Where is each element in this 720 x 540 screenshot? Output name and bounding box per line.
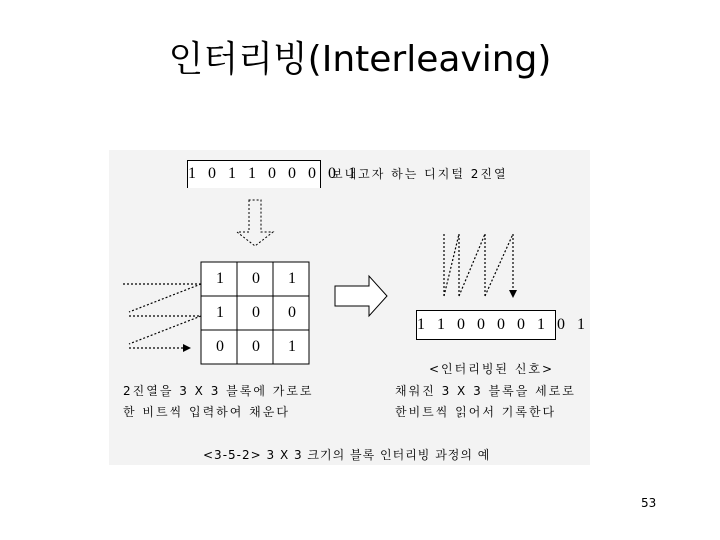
grid-cell: 0 <box>252 338 260 355</box>
page-number: 53 <box>641 496 657 510</box>
zigzag-row-arrows <box>123 284 201 348</box>
column-read-arrowhead <box>509 290 517 298</box>
grid-cell: 1 <box>288 270 296 287</box>
grid-cell: 1 <box>216 304 224 321</box>
right-note-line-1: 채워진 3 X 3 블록을 세로로 <box>395 384 576 398</box>
left-note-line-2: 한 비트씩 입력하여 채운다 <box>123 405 290 419</box>
slide-title: 인터리빙(Interleaving) <box>168 39 552 80</box>
column-read-arrows <box>444 234 513 296</box>
dashed-down-arrow <box>237 200 273 246</box>
grid-cell: 0 <box>252 304 260 321</box>
grid-cell: 0 <box>252 270 260 287</box>
grid-cell: 0 <box>288 304 296 321</box>
left-note-line-1: 2진열을 3 X 3 블록에 가로로 <box>123 384 314 398</box>
input-caption: 보내고자 하는 디지털 2진열 <box>331 167 508 181</box>
right-note-line-2: 한비트씩 읽어서 기록한다 <box>395 405 557 419</box>
input-bit-sequence: 1 0 1 1 0 0 0 0 1 <box>187 160 321 188</box>
output-title: <인터리빙된 신호> <box>429 362 555 376</box>
grid-cell: 1 <box>288 338 296 355</box>
figure-caption: <3-5-2> 3 X 3 크기의 블록 인터리빙 과정의 예 <box>203 448 491 462</box>
interleaving-figure <box>109 150 590 465</box>
hollow-right-arrow <box>335 276 387 316</box>
grid-cell: 1 <box>216 270 224 287</box>
grid-cell: 0 <box>216 338 224 355</box>
output-bit-sequence: 1 1 0 0 0 0 1 0 1 <box>416 310 556 340</box>
